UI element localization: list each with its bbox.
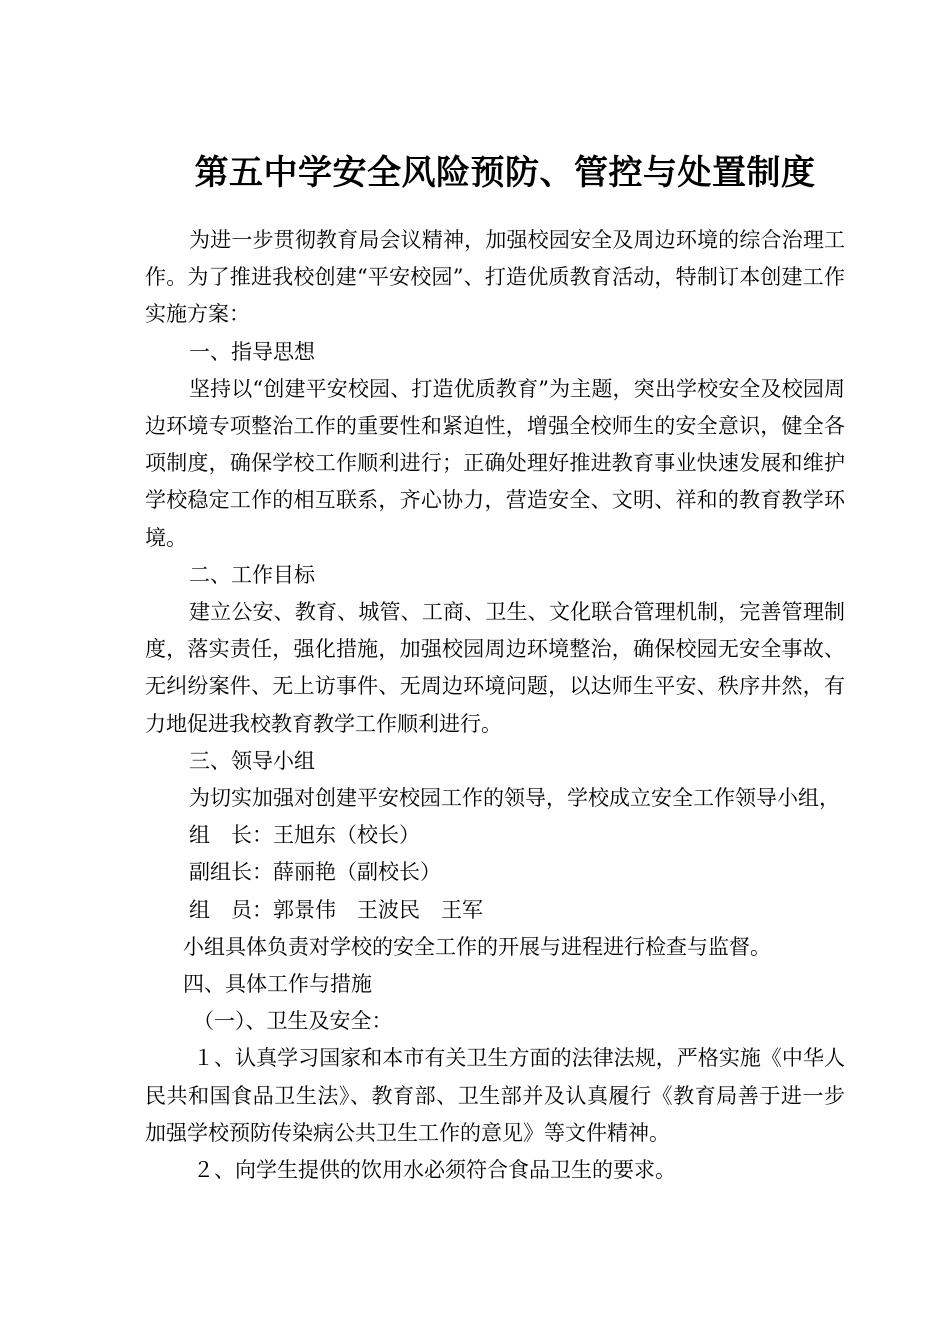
document-title: 第五中学安全风险预防、管控与处置制度: [194, 152, 816, 193]
section-heading-work-goals: 二、工作目标: [189, 562, 315, 587]
section-heading-guiding-ideology: 一、指导思想: [189, 339, 315, 364]
work-goals-paragraph: 建立公安、教育、城管、工商、卫生、文化联合管理机制，完善管理制度，落实责任，强化措施，加强校园周边环境整治，确保校园无安全事故、无纠纷案件、无上访事件、无周边环境问题，以达师生平安、秩序井然，有力地促进我校教育教学工作顺利进行。: [145, 600, 845, 736]
section-heading-leadership-group: 三、领导小组: [189, 748, 315, 773]
intro-paragraph: 为进一步贯彻教育局会议精神，加强校园安全及周边环境的综合治理工作。为了推进我校创建“平安校园”、打造优质教育活动，特制订本创建工作实施方案：: [145, 228, 845, 327]
group-responsibility-line: 小组具体负责对学校的安全工作的开展与进程进行检查与监督。: [183, 934, 771, 959]
section-heading-specific-measures: 四、具体工作与措施: [183, 972, 372, 997]
group-leader-line: 组 长：王旭东（校长）: [189, 823, 420, 848]
guiding-ideology-paragraph: 坚持以“创建平安校园、打造优质教育”为主题，突出学校安全及校园周边环境专项整治工作的重要性和紧迫性，增强全校师生的安全意识，健全各项制度，确保学校工作顺利进行；正确处理好推进教育事业快速发展和维护学校稳定工作的相互联系，齐心协力，营造安全、文明、祥和的教育教学环境。: [145, 376, 845, 550]
group-members-line: 组 员：郭景伟 王波民 王军: [189, 897, 483, 922]
measure-item-2: ２、向学生提供的饮用水必须符合食品卫生的要求。: [193, 1158, 676, 1183]
deputy-leader-line: 副组长：薛丽艳（副校长）: [189, 860, 441, 885]
measure-item-1: １、认真学习国家和本市有关卫生方面的法律法规，严格实施《中华人民共和国食品卫生法》、教育部、卫生部并及认真履行《教育局善于进一步加强学校预防传染病公共卫生工作的意见》等文件精神。: [145, 1046, 845, 1145]
document-body: [145, 222, 845, 1189]
leadership-group-paragraph: 为切实加强对创建平安校园工作的领导，学校成立安全工作领导小组，: [189, 786, 840, 811]
subsection-heading-hygiene-safety: （一）、卫生及安全：: [193, 1009, 393, 1034]
